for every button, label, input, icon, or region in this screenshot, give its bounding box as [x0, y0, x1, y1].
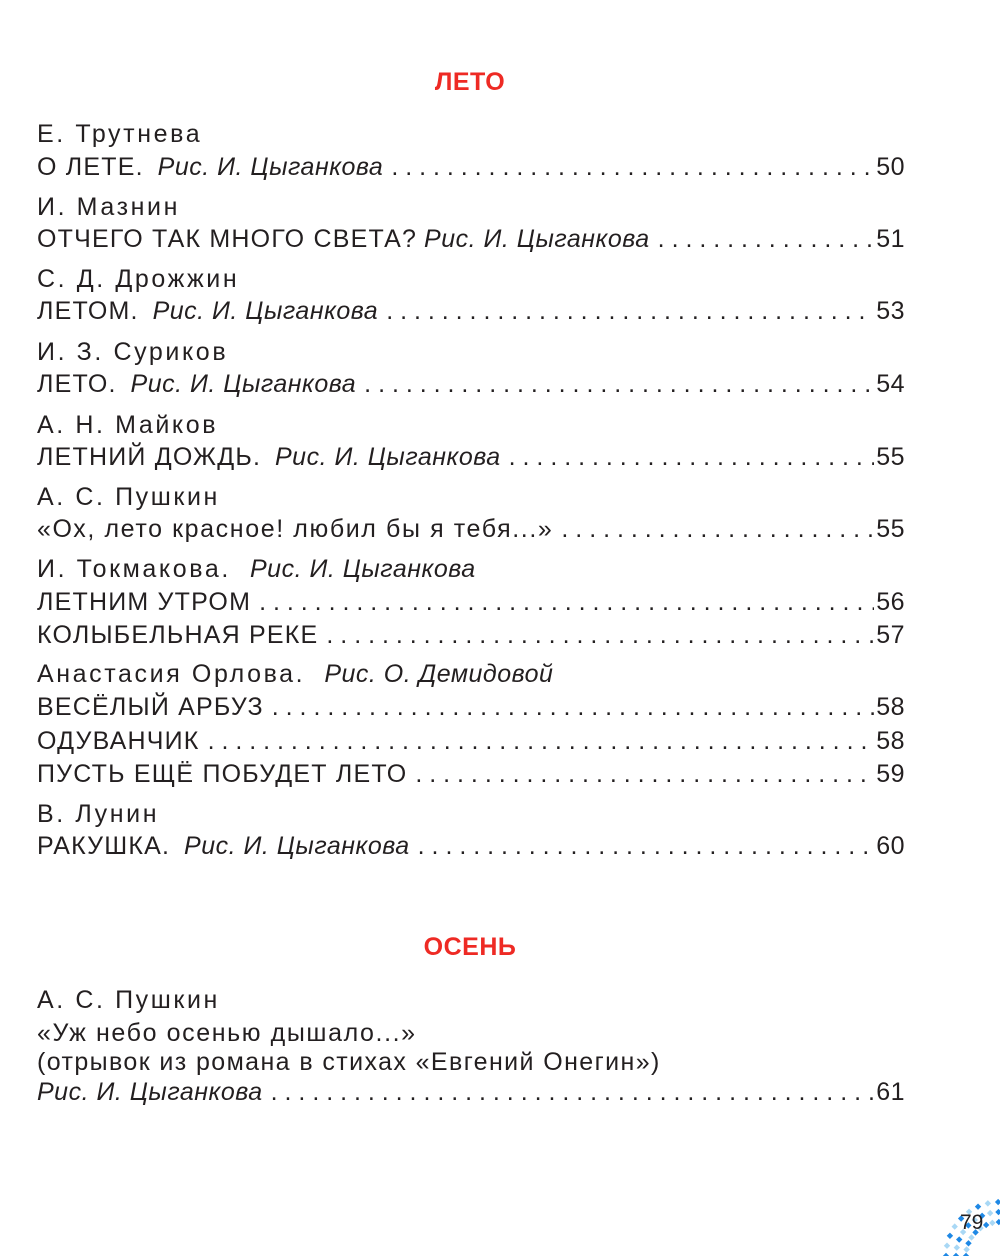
dot-leader — [561, 514, 874, 544]
ornament-diamond — [965, 1240, 971, 1246]
illustrator: Рис. И. Цыганкова — [249, 555, 476, 583]
entry-title: ЛЕТНИМ УТРОМ — [37, 588, 252, 616]
dot-leader — [391, 152, 874, 182]
toc-entry[interactable] — [37, 759, 905, 789]
page-number: 61 — [876, 1078, 905, 1106]
author-maikov: А. Н. Майков — [37, 411, 219, 439]
entry-title: «Уж небо осенью дышало...» — [37, 1019, 417, 1047]
dot-leader — [509, 442, 875, 472]
toc-entry[interactable] — [37, 224, 905, 254]
author-pushkin: А. С. Пушкин — [37, 483, 220, 511]
dot-leader — [364, 369, 874, 399]
illustrator: Рис. И. Цыганкова — [157, 153, 384, 181]
page-number: 54 — [876, 370, 905, 398]
ornament-diamond — [975, 1203, 981, 1209]
section-title-osen: ОСЕНЬ — [423, 933, 517, 961]
entry-title: ЛЕТО. — [37, 370, 117, 398]
dot-leader — [658, 224, 875, 254]
page-number: 55 — [876, 443, 905, 471]
page-number: 55 — [876, 515, 905, 543]
illustrator: Рис. И. Цыганкова — [275, 443, 501, 471]
entry-title: О ЛЕТЕ. — [37, 153, 144, 181]
author-orlova — [37, 659, 553, 689]
toc-entry[interactable] — [37, 514, 905, 544]
toc-entry[interactable] — [37, 726, 905, 756]
entry-title: КОЛЫБЕЛЬНАЯ РЕКЕ — [37, 621, 319, 649]
illustrator: Рис. И. Цыганкова — [130, 370, 357, 398]
entry-note: (отрывок из романа в стихах «Евгений Онегин») — [37, 1048, 661, 1076]
ornament-diamond — [983, 1222, 989, 1228]
toc-entry[interactable] — [37, 152, 905, 182]
ornament-diamond — [944, 1242, 950, 1248]
page-number: 60 — [876, 832, 905, 860]
author-name: И. Токмакова. — [37, 555, 231, 583]
entry-title: ЛЕТОМ. — [37, 297, 139, 325]
page-number: 53 — [876, 297, 905, 325]
entry-title: РАКУШКА. — [37, 832, 171, 860]
toc-entry[interactable] — [37, 620, 905, 650]
toc-entry[interactable] — [37, 831, 905, 861]
illustrator: Рис. И. Цыганкова — [37, 1078, 263, 1106]
toc-entry[interactable] — [37, 369, 905, 399]
dot-leader — [418, 831, 875, 861]
entry-title: ВЕСЁЛЫЙ АРБУЗ — [37, 693, 264, 721]
ornament-diamond — [968, 1234, 974, 1240]
page-number: 50 — [876, 153, 905, 181]
ornament-diamond — [956, 1236, 962, 1242]
illustrator: Рис. И. Цыганкова — [424, 225, 650, 253]
ornament-diamond — [963, 1246, 969, 1252]
author-lunin: В. Лунин — [37, 800, 160, 828]
author-name: Анастасия Орлова. — [37, 660, 306, 688]
toc-entry[interactable] — [37, 692, 905, 722]
page-number: 59 — [876, 760, 905, 788]
ornament-diamond — [989, 1220, 995, 1226]
dot-leader — [415, 759, 874, 789]
entry-title: ОДУВАНЧИК — [37, 727, 200, 755]
entry-title: ЛЕТНИЙ ДОЖДЬ. — [37, 443, 262, 471]
dot-leader — [272, 692, 874, 722]
illustrator: Рис. И. Цыганкова — [152, 297, 379, 325]
page-number: 57 — [876, 621, 905, 649]
illustrator: Рис. И. Цыганкова — [184, 832, 410, 860]
author-trutneva: Е. Трутнева — [37, 120, 203, 148]
page-number: 58 — [876, 693, 905, 721]
entry-title: ПУСТЬ ЕЩЁ ПОБУДЕТ ЛЕТО — [37, 760, 408, 788]
author-surikov: И. З. Суриков — [37, 338, 229, 366]
footer-page-number: 79 — [960, 1211, 984, 1234]
author-pushkin-osen: А. С. Пушкин — [37, 986, 220, 1014]
page-number: 51 — [876, 225, 905, 253]
dot-leader — [208, 726, 875, 756]
page-number: 56 — [876, 588, 905, 616]
toc-entry[interactable] — [37, 587, 905, 617]
ornament-diamond — [952, 1223, 958, 1229]
author-maznin: И. Мазнин — [37, 193, 181, 221]
ornament-diamond — [954, 1244, 960, 1250]
dot-leader — [259, 587, 874, 617]
dot-leader — [386, 296, 874, 326]
page-number: 58 — [876, 727, 905, 755]
ornament-diamond — [995, 1209, 1000, 1215]
ornament-diamond — [985, 1200, 991, 1206]
ornament-diamond — [996, 1219, 1000, 1225]
author-drozhzhin: С. Д. Дрожжин — [37, 265, 240, 293]
author-tokmakova — [37, 554, 476, 584]
section-title-leto: ЛЕТО — [434, 68, 506, 96]
ornament-diamond — [987, 1210, 993, 1216]
toc-entry[interactable] — [37, 296, 905, 326]
entry-title: «Ох, лето красное! любил бы я тебя...» — [37, 515, 554, 543]
toc-entry[interactable] — [37, 1077, 905, 1107]
illustrator: Рис. О. Демидовой — [324, 660, 554, 688]
toc-entry[interactable] — [37, 442, 905, 472]
dot-leader — [326, 620, 874, 650]
ornament-diamond — [995, 1199, 1000, 1205]
dot-leader — [271, 1077, 875, 1107]
entry-title: ОТЧЕГО ТАК МНОГО СВЕТА? — [37, 225, 418, 253]
ornament-diamond — [947, 1233, 953, 1239]
